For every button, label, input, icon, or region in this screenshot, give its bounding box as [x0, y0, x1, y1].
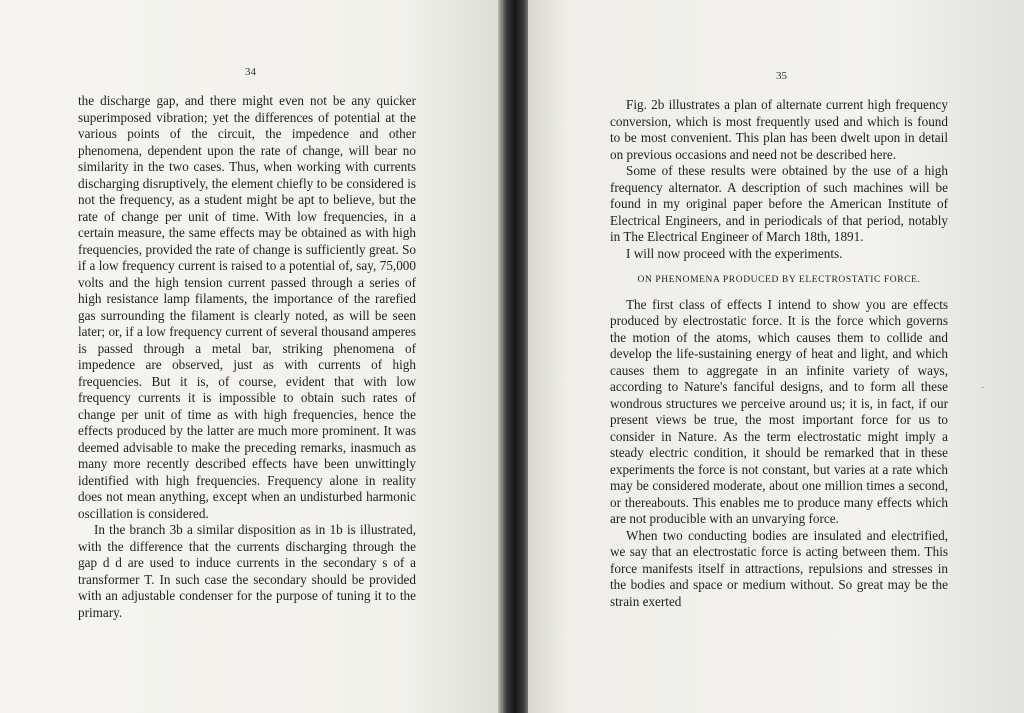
left-paragraph-2: In the branch 3b a similar disposition as in 1b is illustrated, with the difference that the currents discharging through the gap d d are used to induce currents in the secondary s of a transformer T. In such case the secondary should be provided with an adjustable condenser for the purpose of tuning it to the primary. [78, 522, 416, 620]
right-paragraph-4: The first class of effects I intend to show you are effects produced by electrostatic force. It is the force which governs the motion of the atoms, which causes them to collide and develop the life-sustaining energy of heat and light, and which causes them to aggregate in an infinite variety of ways, according to Nature's fanciful designs, and to form all these wondrous structures we perceive around us; it is, in fact, if our present views be true, the most important force for us to consider in Nature. As the term electrostatic might imply a steady electric condition, it should be remarked that in these experiments the force is not constant, but varies at a rate which may be considered moderate, about one million times a second, or thereabouts. This enables me to produce many effects which are not producible with an unvarying force. [610, 296, 948, 526]
right-page-number: 35 [776, 70, 787, 82]
left-page-text [78, 93, 416, 621]
left-page-number: 34 [245, 66, 256, 78]
right-paragraph-5: When two conducting bodies are insulated and electrified, we say that an electrostatic force is acting between them. This force manifests itself in attractions, repulsions and stresses in the bodies and space or medium without. So great may be the strain exerted [610, 527, 948, 609]
margin-speck: · [981, 382, 985, 394]
right-paragraph-1: Fig. 2b illustrates a plan of alternate current high frequency conversion, which is most frequently used and which is found to be most convenient. This plan has been dwelt upon in detail on previous occasions and need not be described here. [610, 97, 948, 162]
left-paragraph-1: the discharge gap, and there might even not be any quicker superimposed vibration; yet the differences of potential at the various points of the circuit, the impedence and other phenomena, dependent upon the rate of change, will bear no similarity in the two cases. Thus, when working with currents discharging disruptively, the element chiefly to be considered is not the frequency, as a student might be apt to believe, but the rate of change per unit of time. With low frequencies, in a certain measure, the same effects may be obtained as with high frequencies, provided the rate of change is sufficiently great. So if a low frequency current is raised to a potential of, say, 75,000 volts and the high tension current passed through a series of high resistance lamp filaments, the importance of the rarefied gas surrounding the filament is clearly noted, as will be seen later; or, if a low frequency current of several thousand amperes is passed through a metal bar, striking phenomena of impedence are observed, just as with currents of high frequencies. But it is, of course, evident that with low frequency currents it is impossible to obtain such rates of change per unit of time as with high frequencies, hence the effects produced by the latter are much more prominent. It was deemed advisable to make the preceding remarks, inasmuch as many more recently described effects have been unwittingly identified with high frequencies. Frequency alone in reality does not mean anything, except when an undisturbed harmonic oscillation is considered. [78, 93, 416, 521]
section-heading: ON PHENOMENA PRODUCED BY ELECTROSTATIC FORCE. [637, 275, 921, 285]
left-page [0, 0, 505, 713]
book-spine [498, 0, 532, 713]
right-paragraph-3: I will now proceed with the experiments. [626, 245, 843, 261]
right-page [528, 0, 1024, 713]
right-page-text [610, 97, 948, 610]
right-paragraph-2: Some of these results were obtained by the use of a high frequency alternator. A description of such machines will be found in my original paper before the American Institute of Electrical Engineers, and in periodicals of that period, notably in The Electrical Engineer of March 18th, 1891. [610, 163, 948, 244]
